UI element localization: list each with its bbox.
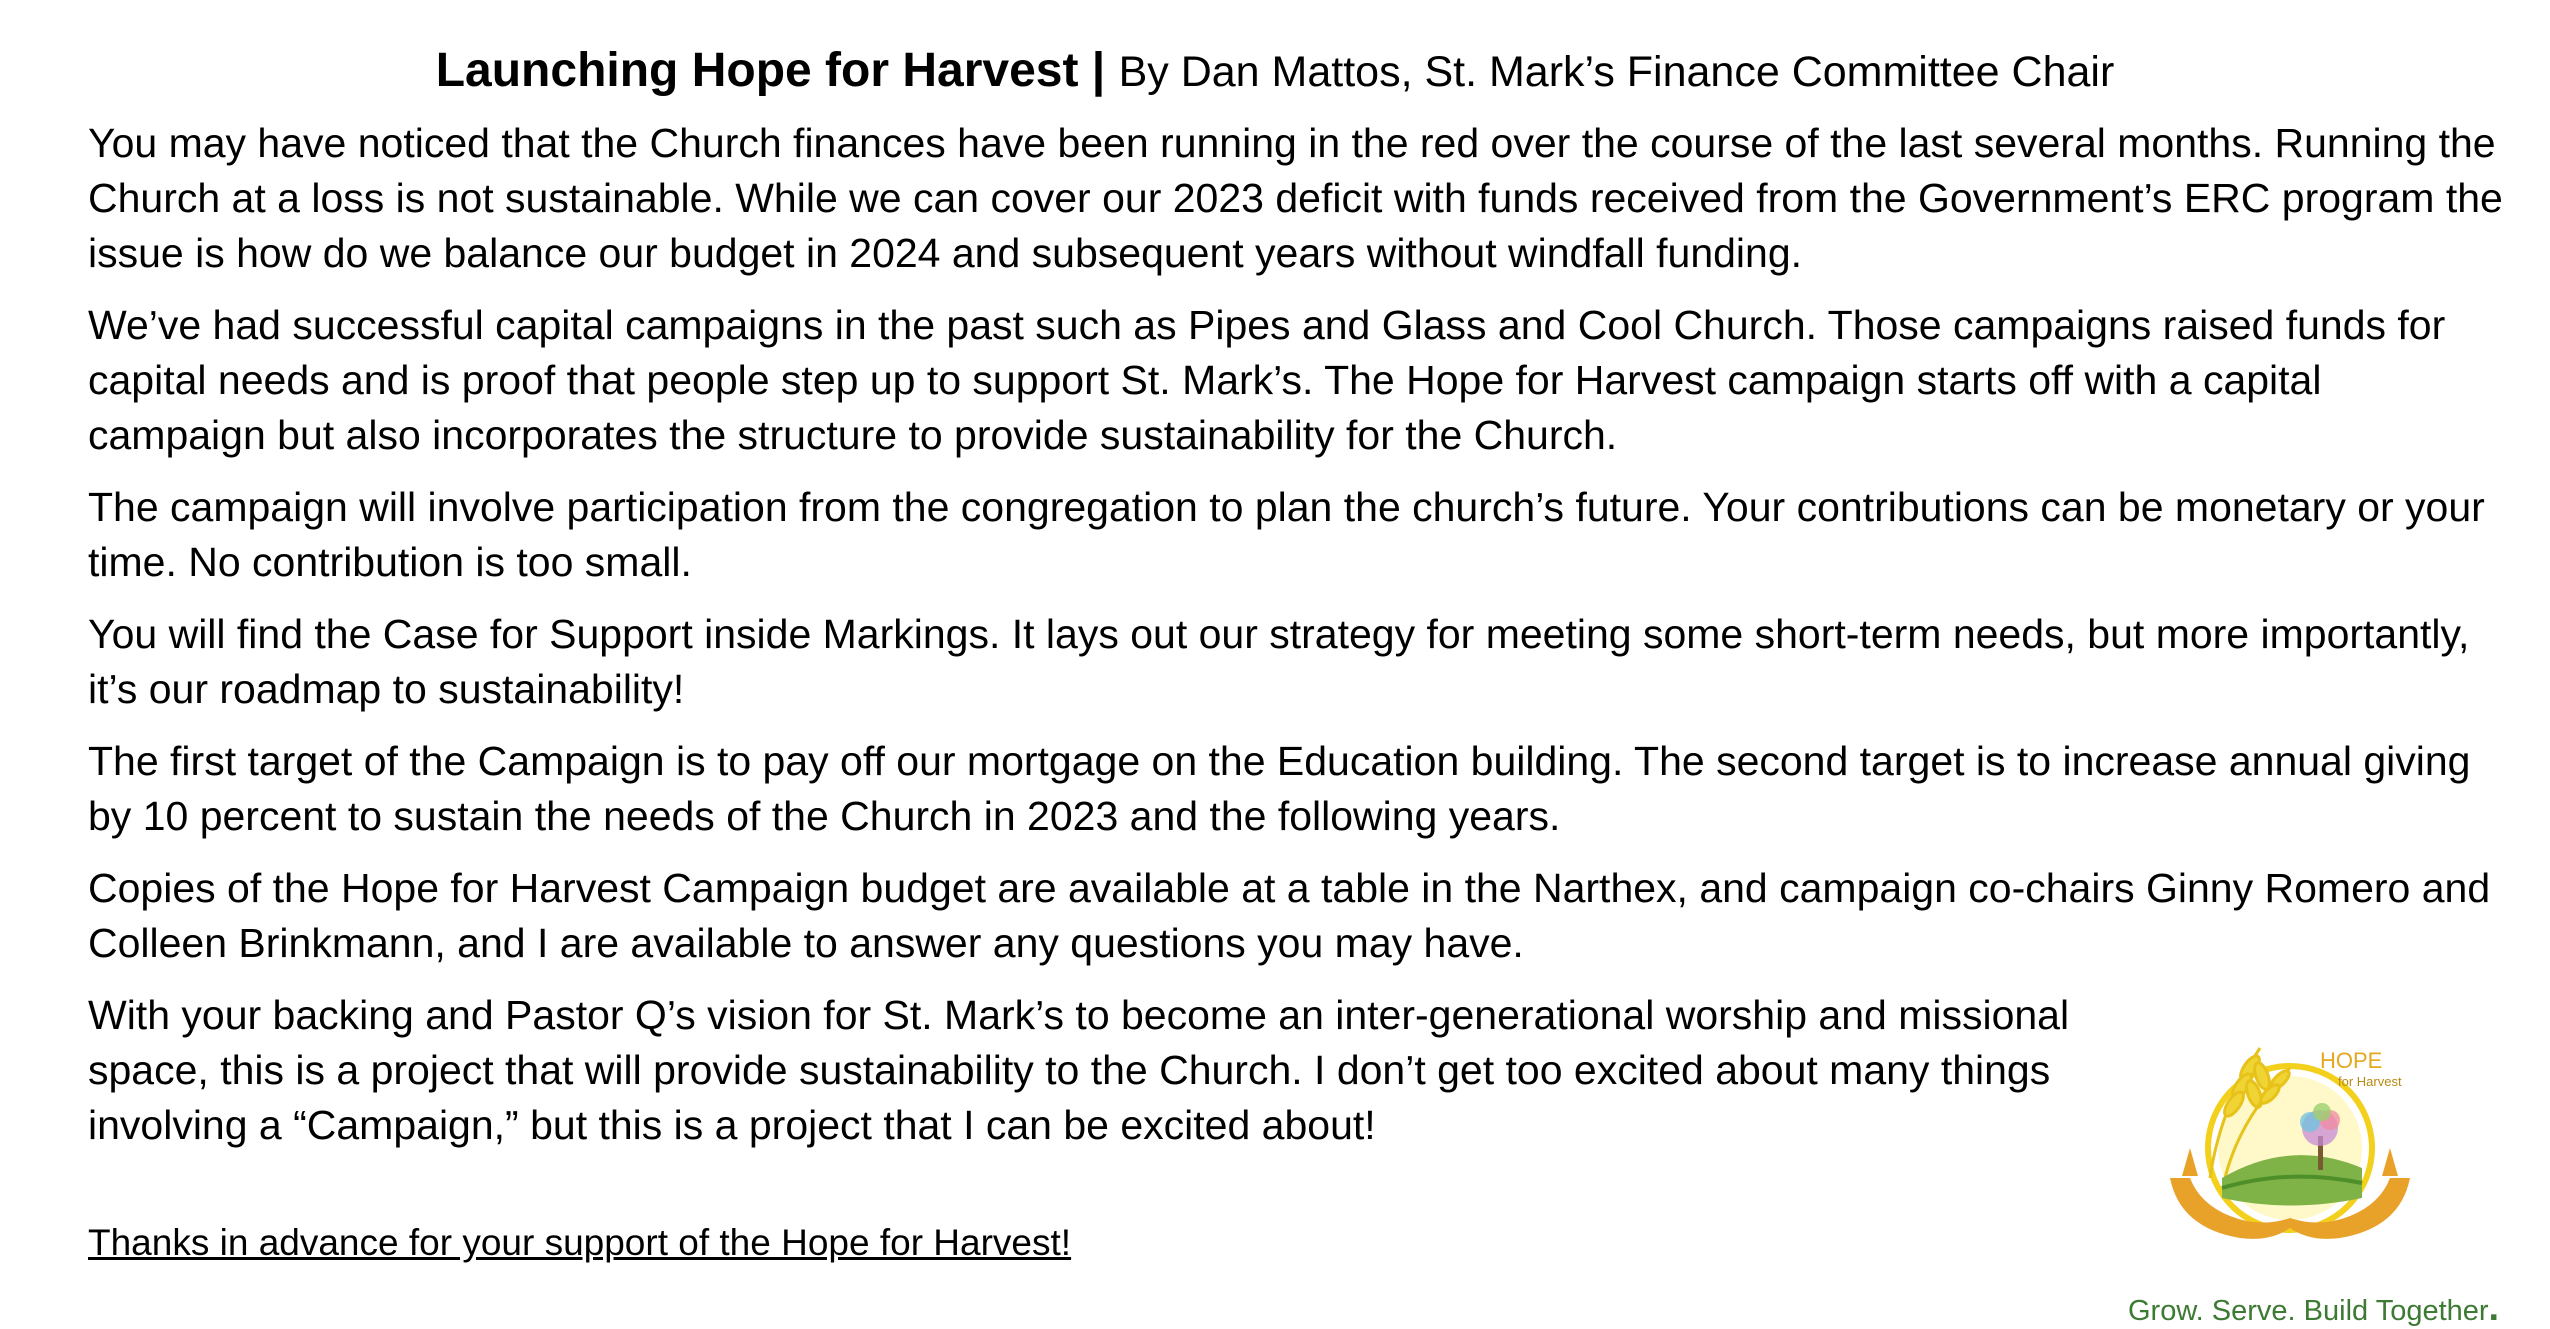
paragraph-5: The first target of the Campaign is to pay off our mortgage on the Education building. The second target is to increase annual giving by 10 percent to sustain the needs of the Church in 2023 and the following years. <box>88 738 2471 839</box>
paragraph-7: With your backing and Pastor Q’s vision for St. Mark’s to become an inter-generational worship and missional space, this is a project that will provide sustainability to the Church. I don’t get too excited about many things involving a “Campaign,” but this is a project that I can be excited about! <box>88 992 2070 1148</box>
title-byline: By Dan Mattos, St. Mark’s Finance Committee Chair <box>1118 48 2115 96</box>
paragraph-6: Copies of the Hope for Harvest Campaign budget are available at a table in the Narthex, and campaign co-chairs Ginny Romero and Colleen Brinkmann, and I are available to answer any questions you may have. <box>88 865 2491 966</box>
thanks-line: Thanks in advance for your support of the Hope for Harvest! <box>88 1222 1072 1263</box>
article-body <box>88 116 2508 1170</box>
hope-for-harvest-logo <box>2150 1028 2440 1268</box>
logo-text-hope: HOPE <box>2320 1048 2383 1073</box>
tagline <box>2128 1287 2500 1329</box>
tagline-text: Grow. Serve. Build Together <box>2128 1295 2489 1327</box>
page-title <box>0 38 2550 105</box>
paragraph-2: We’ve had successful capital campaigns in the past such as Pipes and Glass and Cool Church. Those campaigns raised funds for capital needs and is proof that people step up to support St. Mark’s. The Hope for Harvest campaign starts off with a capital campaign but also incorporates the structure to provide sustainability for the Church. <box>88 302 2446 458</box>
paragraph-4: You will find the Case for Support inside Markings. It lays out our strategy for meeting some short-term needs, but more importantly, it’s our roadmap to sustainability! <box>88 611 2470 712</box>
paragraph-3: The campaign will involve participation from the congregation to plan the church’s future. Your contributions can be monetary or your time. No contribution is too small. <box>88 484 2485 585</box>
title-heading: Launching Hope for Harvest | <box>435 44 1106 97</box>
logo-text-for-harvest: for Harvest <box>2338 1074 2402 1089</box>
paragraph-1: You may have noticed that the Church finances have been running in the red over the course of the last several months. Running the Church at a loss is not sustainable. While we can cover our 2023 deficit with funds received from the Government’s ERC program the issue is how do we balance our budget in 2024 and subsequent years without windfall funding. <box>88 120 2503 276</box>
tagline-dot: . <box>2488 1287 2500 1329</box>
